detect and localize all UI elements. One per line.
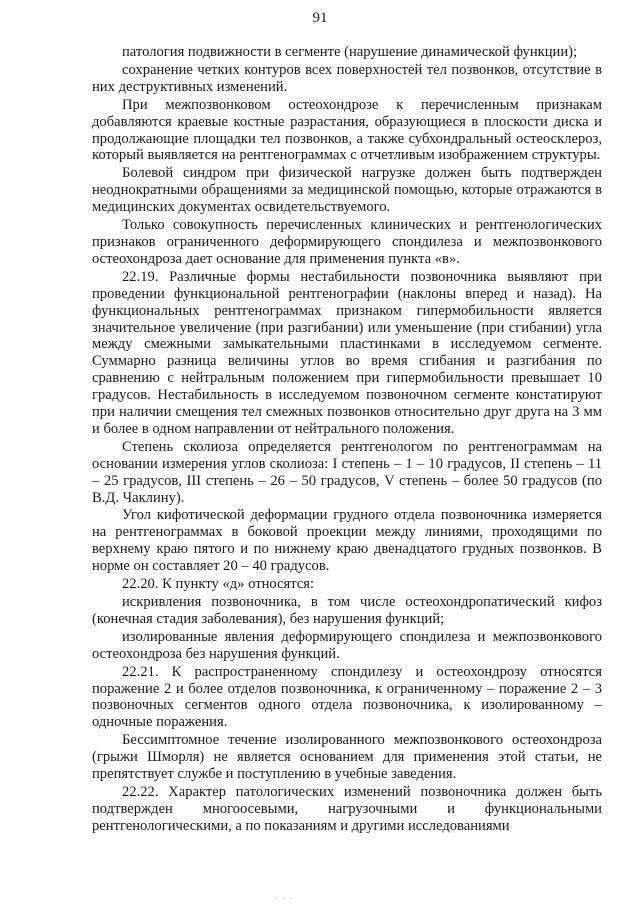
paragraph: Только совокупность перечисленных клинических и рентгенологических признаков ограниченного деформирующего спондилеза и межпозвонкового остеохондроза дает основание для применения пункта «в».	[92, 217, 602, 267]
paragraph: патология подвижности в сегменте (нарушение динамической функции);	[122, 44, 578, 60]
paragraph: Бессимптомное течение изолированного межпозвонкового остеохондроза (грыжи Шморля) не является основанием для применения этой статьи, не препятствует службе и поступлению в учебные заведения.	[92, 732, 602, 783]
paragraph: 22.22. Характер патологических изменений позвоночника должен быть подтвержден многоосевыми, нагрузочными и функциональными рентгенологическими, а по показаниям и другими исследованиями	[92, 783, 602, 834]
paragraph: сохранение четких контуров всех поверхностей тел позвонков, отсутствие в них деструктивных изменений.	[92, 61, 602, 95]
paragraph: 22.20. К пункту «д» относятся:	[122, 576, 315, 593]
paragraph: искривления позвоночника, в том числе остеохондропатический кифоз (конечная стадия заболевания), без нарушения функций;	[92, 594, 602, 627]
body-text	[92, 44, 602, 835]
paragraph: Болевой синдром при физической нагрузке должен быть подтвержден неоднократными обращениями за медицинской помощью, которые отражаются в медицинских документах освидетельствуемого.	[92, 165, 602, 216]
page-number: 91	[312, 10, 328, 26]
scan-artifact: · · ·	[275, 893, 294, 903]
paragraph: При межпозвонковом остеохондрозе к перечисленным признакам добавляются краевые костные разрастания, образующиеся в плоскости диска и продолжающие площадки тел позвонков, а также субхондральный остеосклероз, который выявляется на рентгенограммах с отчетливым изображением структуры.	[92, 96, 602, 164]
paragraph: изолированные явления деформирующего спондилеза и межпозвонкового остеохондроза без нарушения функций.	[92, 628, 602, 662]
paragraph: Угол кифотической деформации грудного отдела позвоночника измеряется на рентгенограммах в боковой проекции между линиями, проходящими по верхнему краю пятого и по нижнему краю двенадцатого грудных позвонков. В норме он составляет 20 – 40 градусов.	[92, 507, 602, 575]
paragraph: 22.19. Различные формы нестабильности позвоночника выявляют при проведении функциональной рентгенографии (наклоны вперед и назад). На функциональных рентгенограммах признаком гипермобильности является значительное увеличение (при разгибании) или уменьшение (при сгибании) угла между смежными замыкательными пластинками в исследуемом сегменте. Суммарно разница величины углов во время сгибания и разгибания по сравнению с нейтральным положением при гипермобильности превышает 10 градусов. Нестабильность в исследуемом позвоночном сегменте констатируют при наличии смещения тел смежных позвонков относительно друг друга на 3 мм и более в одном направлении от нейтрального положения.	[92, 268, 602, 437]
paragraph: Степень сколиоза определяется рентгенологом по рентгенограммам на основании измерения углов сколиоза: I степень – 1 – 10 градусов, II степень – 11 – 25 градусов, III степень – 26 – 50 градусов, V степень – более 50 градусов (по В.Д. Чаклину).	[92, 438, 602, 506]
paragraph: 22.21. К распространенному спондилезу и остеохондрозу относятся поражение 2 и более отделов позвоночника, к ограниченному – поражение 2 – 3 позвоночных сегментов одного отдела позвоночника, к изолированному – одночные поражения.	[92, 663, 602, 731]
